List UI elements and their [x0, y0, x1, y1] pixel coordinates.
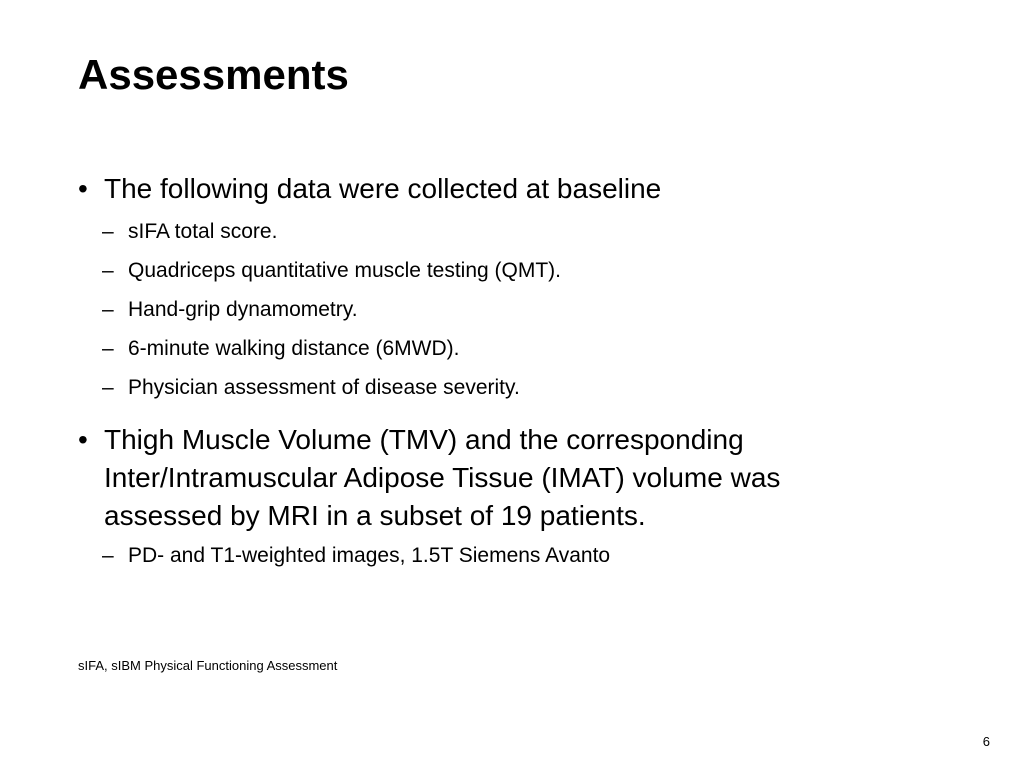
- bullet-text: The following data were collected at baseline: [104, 173, 662, 204]
- footnote: sIFA, sIBM Physical Functioning Assessment: [78, 658, 338, 673]
- sub-item-text: Hand-grip dynamometry.: [128, 298, 358, 321]
- slide-title: Assessments: [78, 51, 349, 98]
- bullet-text: Thigh Muscle Volume (TMV) and the corresponding Inter/Intramuscular Adipose Tissue (IMAT) volume was assessed by MRI in a subset of 19 patients.: [104, 424, 781, 531]
- bullet-marker: •: [78, 173, 88, 204]
- dash-marker: –: [102, 220, 114, 243]
- sub-item-text: Physician assessment of disease severity.: [128, 376, 520, 399]
- sub-item-text: Quadriceps quantitative muscle testing (QMT).: [128, 259, 562, 282]
- sub-item-text: PD- and T1-weighted images, 1.5T Siemens Avanto: [128, 544, 611, 567]
- sub-item-text: sIFA total score.: [128, 220, 278, 243]
- bullet-marker: •: [78, 424, 88, 455]
- sub-item-text: 6-minute walking distance (6MWD).: [128, 337, 460, 360]
- dash-marker: –: [102, 259, 114, 282]
- dash-marker: –: [102, 337, 114, 360]
- dash-marker: –: [102, 544, 114, 567]
- page-number: 6: [982, 734, 990, 749]
- dash-marker: –: [102, 298, 114, 321]
- dash-marker: –: [102, 376, 114, 399]
